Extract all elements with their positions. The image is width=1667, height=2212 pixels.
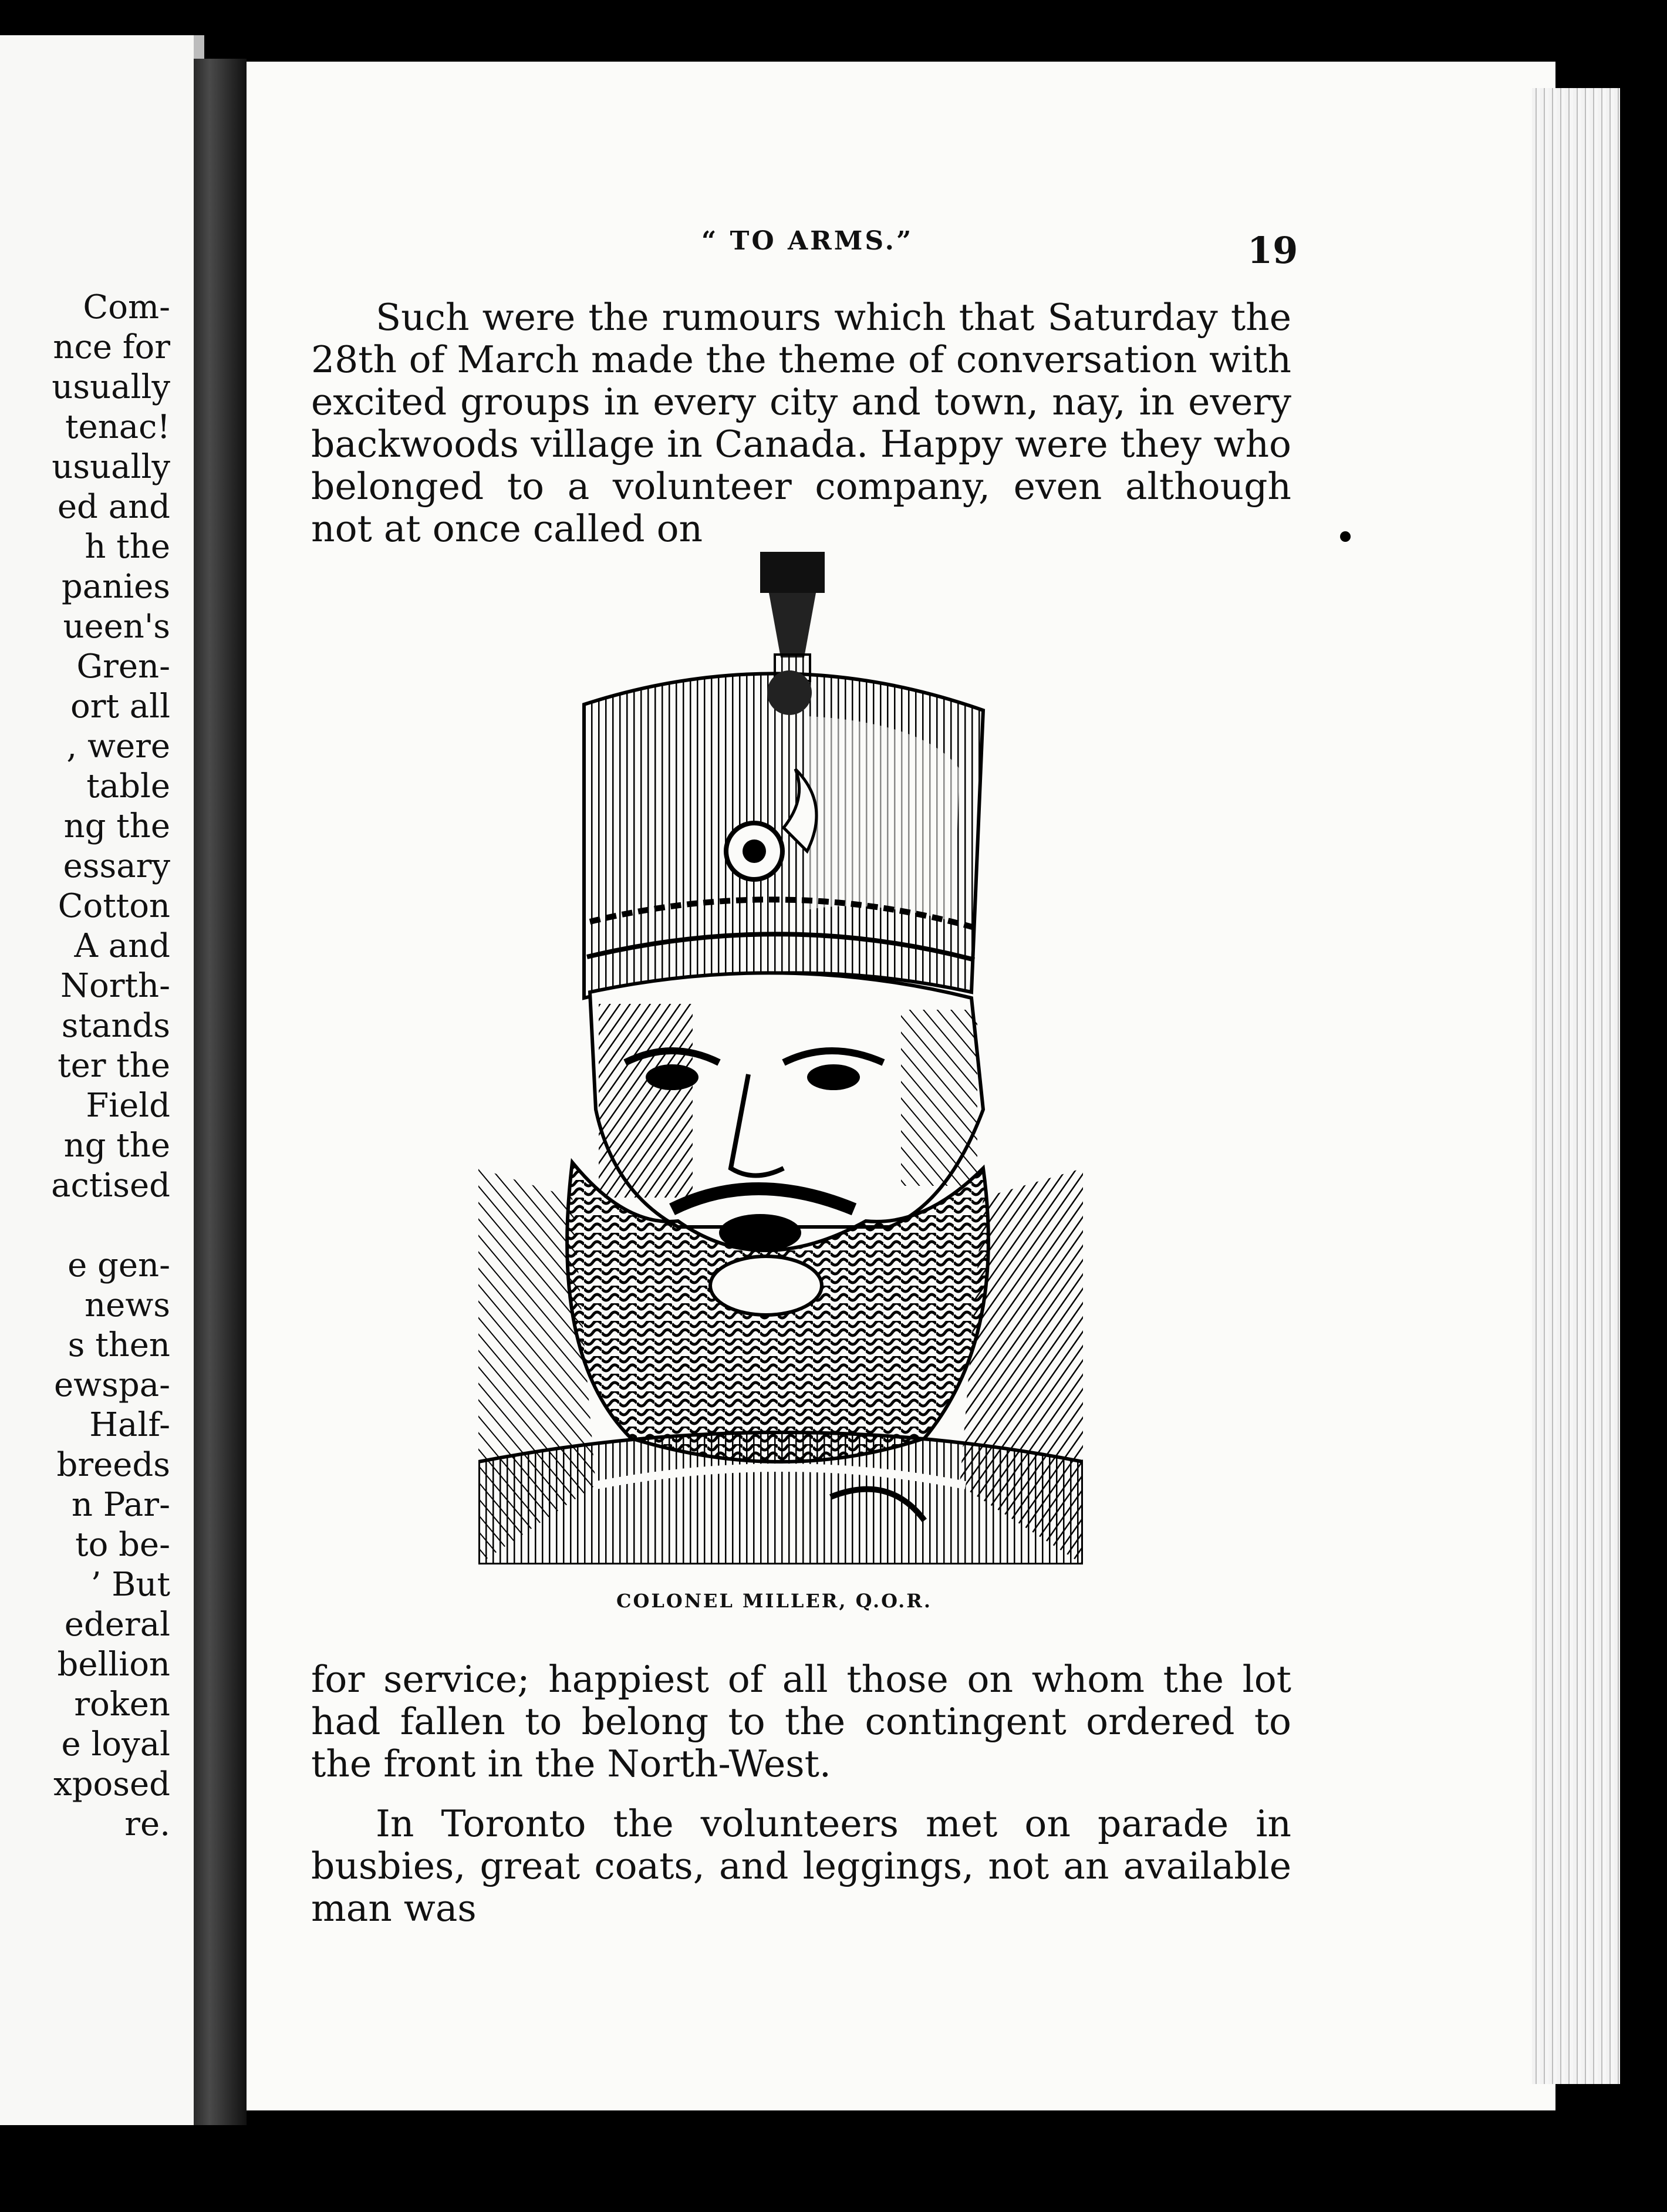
previous-page-line: ed and (57, 488, 170, 526)
previous-page-line: actised (51, 1166, 170, 1205)
previous-page-line: h the (85, 528, 170, 566)
previous-page-line: North- (60, 967, 170, 1005)
previous-page-line: to be- (75, 1526, 170, 1564)
previous-page-line: Cotton (58, 887, 170, 925)
previous-page-line: ng the (63, 1127, 170, 1165)
busby (584, 670, 983, 998)
portrait-engraving (478, 546, 1083, 1564)
previous-page-line: Com- (83, 288, 170, 326)
previous-page-line: e loyal (61, 1725, 170, 1763)
previous-page-line: nce for (53, 328, 170, 366)
page-number: 19 (1247, 229, 1298, 272)
text-block-bottom (311, 1658, 1291, 1930)
figure-caption: COLONEL MILLER, Q.O.R. (616, 1590, 932, 1612)
previous-page-line: usually (52, 368, 170, 406)
previous-page-line: roken (74, 1685, 170, 1724)
previous-page-line: s then (68, 1326, 170, 1364)
previous-page-line: re. (124, 1805, 170, 1843)
previous-page-line: ederal (64, 1606, 170, 1644)
previous-page-line: ter the (58, 1047, 170, 1085)
previous-page-line: news (85, 1286, 170, 1324)
paragraph-2: for service; happiest of all those on whom the lot had fallen to belong to the contingent ordered to the front in the North-West. (311, 1658, 1291, 1785)
previous-page-line: A and (74, 927, 170, 965)
previous-page-line: panies (61, 568, 170, 606)
previous-page-line: essary (63, 847, 170, 885)
previous-page-line: table (86, 767, 170, 805)
page-edges (1532, 88, 1620, 2084)
speck-mark (1340, 531, 1351, 542)
previous-page-line: ’ But (90, 1566, 170, 1604)
previous-page-line: stands (61, 1007, 170, 1045)
previous-page (0, 35, 204, 2125)
book-gutter (194, 59, 247, 2125)
text-block-top (311, 296, 1291, 550)
previous-page-text (51, 288, 170, 1845)
previous-page-line: e gen- (68, 1246, 170, 1284)
previous-page-line: xposed (53, 1765, 170, 1803)
previous-page-line: usually (52, 448, 170, 486)
previous-page-line: breeds (56, 1446, 170, 1484)
previous-page-line: ort all (70, 687, 170, 726)
previous-page-line: Gren- (76, 648, 170, 686)
previous-page-line: ueen's (63, 608, 170, 646)
paragraph-1: Such were the rumours which that Saturday the 28th of March made the theme of conversation with excited groups in every city and town, nay, in every backwoods village in Canada. Happy were they who belonged to a volunteer company, even although not at once called on (311, 296, 1291, 550)
previous-page-line: n Par- (71, 1486, 170, 1524)
running-head: “ TO ARMS.” (701, 226, 914, 256)
previous-page-line: , were (66, 727, 170, 766)
previous-page-line: Field (86, 1087, 170, 1125)
previous-page-line: ewspa- (54, 1366, 170, 1404)
previous-page-line: tenac! (65, 408, 170, 446)
previous-page-line: bellion (57, 1645, 170, 1684)
previous-page-line: Half- (89, 1406, 170, 1444)
previous-page-line (51, 1206, 170, 1246)
previous-page-line: ng the (63, 807, 170, 845)
paragraph-3: In Toronto the volunteers met on parade in busbies, great coats, and leggings, not an available man was (311, 1802, 1291, 1930)
plume (760, 552, 825, 681)
